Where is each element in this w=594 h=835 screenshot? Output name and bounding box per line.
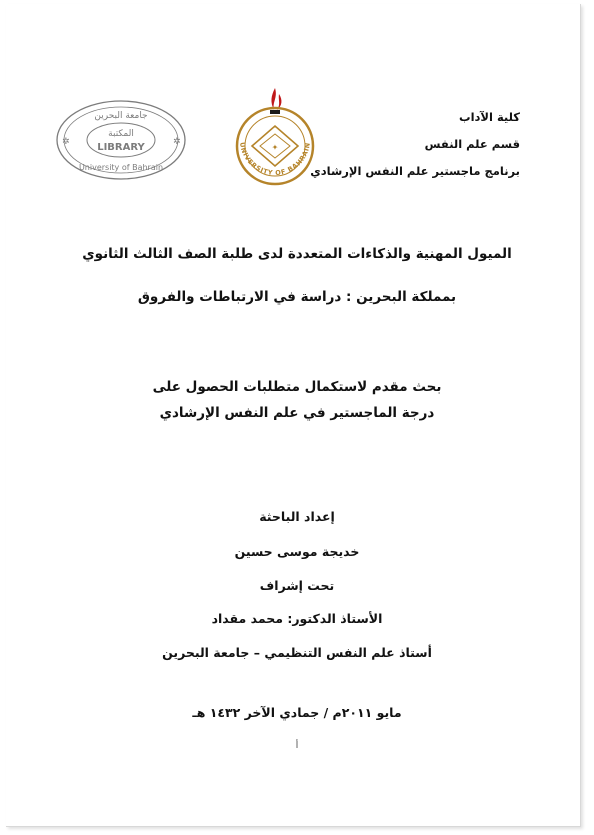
stamp-library-label: LIBRARY <box>97 142 145 153</box>
purpose-line-2: درجة الماجستير في علم النفس الإرشادي <box>159 405 435 421</box>
supervisor-name: الأستاذ الدكتور: محمد مقداد <box>211 611 383 626</box>
page-number: أ <box>295 741 299 751</box>
department-name: قسم علم النفس <box>424 137 520 151</box>
svg-text:✲: ✲ <box>173 137 181 147</box>
library-stamp-logo <box>54 98 188 182</box>
supervisor-position: أستاذ علم النفس التنظيمي – جامعة البحرين <box>162 645 432 660</box>
stamp-arabic-top: جامعة البحرين <box>94 111 148 121</box>
seal-university-name: UNIVERSITY OF BAHRAIN <box>238 141 313 178</box>
header-block <box>310 104 520 185</box>
stamp-bottom-text: University of Bahrain <box>78 163 164 172</box>
submission-date: مايو ٢٠١١م / جمادي الآخر ١٤٣٢ هـ <box>192 705 402 720</box>
prepared-by-label: إعداد الباحثة <box>259 509 335 524</box>
svg-text:✲: ✲ <box>62 137 70 147</box>
author-name: خديجة موسى حسين <box>234 544 360 559</box>
purpose-line-1: بحث مقدم لاستكمال متطلبات الحصول على <box>152 379 442 395</box>
thesis-title-line-2: بمملكة البحرين : دراسة في الارتباطات والفروق <box>137 289 457 305</box>
svg-text:✦: ✦ <box>271 143 279 152</box>
college-name: كلية الآداب <box>459 110 520 124</box>
thesis-title-line-1: الميول المهنية والذكاءات المتعددة لدى طلبة الصف الثالث الثانوي <box>82 246 512 262</box>
stamp-arabic-center: المكتبة <box>108 129 134 139</box>
supervision-label: تحت إشراف <box>259 578 335 593</box>
program-name: برنامج ماجستير علم النفس الإرشادي <box>310 164 520 178</box>
